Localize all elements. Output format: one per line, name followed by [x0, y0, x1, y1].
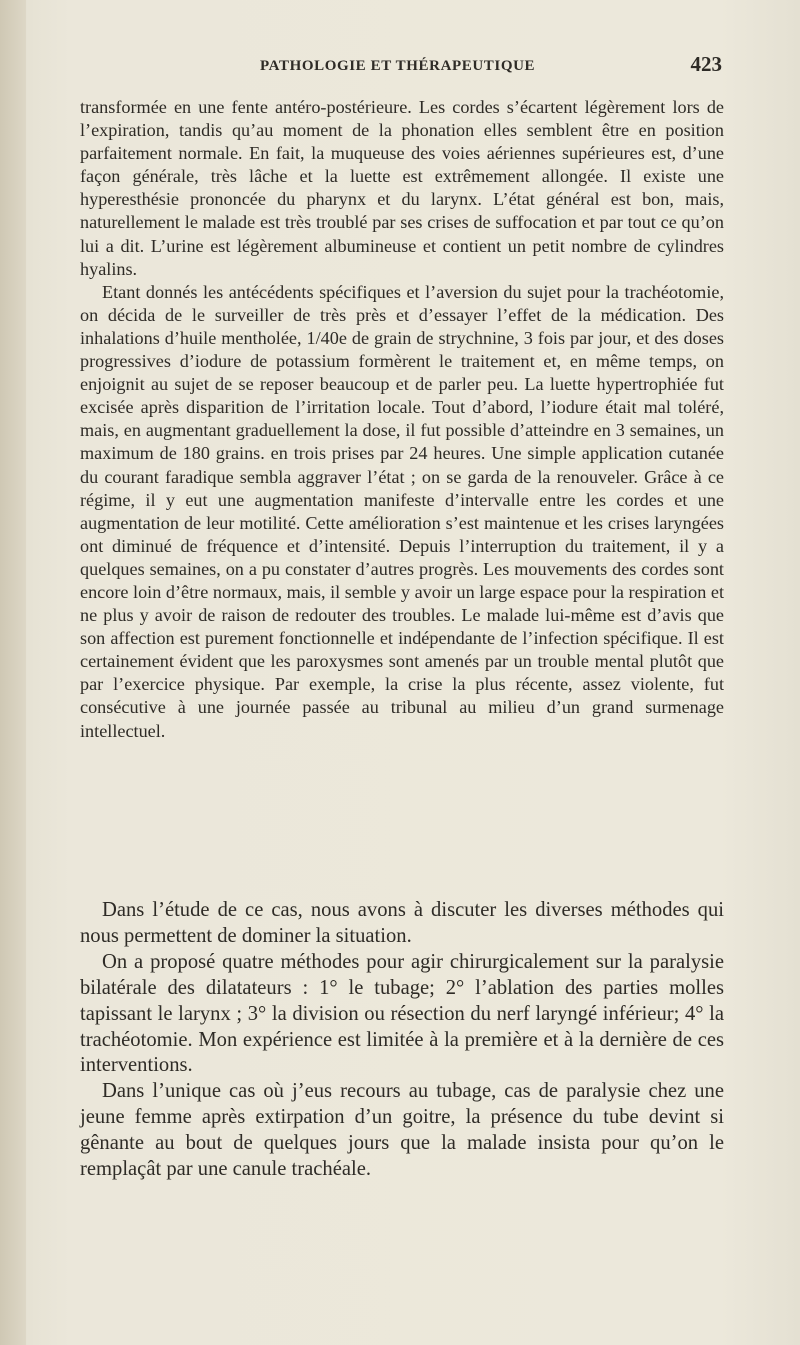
discussion-paragraph-3: Dans l’unique cas où j’eus recours au tubage, cas de paralysie chez une jeune femme après extirpation d’un goitre, la présence du tube devint si gênante au bout de quelques jours que la malade insista pour qu’on le remplaçât par une canule trachéale. — [80, 1080, 724, 1181]
discussion-paragraph-2: On a proposé quatre méthodes pour agir chirurgicalement sur la paralysie bilatérale des dilatateurs : 1° le tubage; 2° l’ablation des parties molles tapissant le larynx ; 3° la division ou résection du nerf laryngé inférieur; 4° la trachéotomie. Mon expérience est limitée à la première et à la dernière de ces interventions. — [80, 950, 724, 1077]
discussion-section — [80, 898, 724, 1183]
case-paragraph-1: transformée en une fente antéro-postérieure. Les cordes s’écartent légèrement lors de l’expiration, tandis qu’au moment de la phonation elles semblent être en position parfaitement normale. En fait, la muqueuse des voies aériennes supérieures est, d’une façon générale, très lâche et la luette est extrêmement allongée. Il existe une hyperesthésie prononcée du pharynx et du larynx. L’état général est bon, mais, naturellement le malade est très troublé par ses crises de suffocation et par tout ce qu’on lui a dit. L’urine est légèrement albumineuse et contient un petit nombre de cylindres hyalins. — [80, 97, 724, 279]
page-header — [80, 52, 724, 82]
case-paragraph-2: Etant donnés les antécédents spécifiques et l’aversion du sujet pour la trachéotomie, on décida de le surveiller de très près et d’essayer l’effet de la médication. Des inhalations d’huile mentholée, 1/40e de grain de strychnine, 3 fois par jour, et des doses progressives d’iodure de potassium formèrent le traitement et, en même temps, on enjoignit au sujet de se reposer beaucoup et de parler peu. La luette hypertrophiée fut excisée après disparition de l’irritation locale. Tout d’abord, l’iodure était mal toléré, mais, en augmentant graduellement la dose, il fut possible d’atteindre en 3 semaines, un maximum de 180 grains. en trois prises par 24 heures. Une simple application cutanée du courant faradique sembla aggraver l’état ; on se garda de la renouveler. Grâce à ce régime, il y eut une augmentation manifeste d’intervalle entre les cordes et une augmentation de leur motilité. Cette amélioration s’est maintenue et les crises laryngées ont diminué de fréquence et d’intensité. Depuis l’interruption du traitement, il y a quelques semaines, on a pu constater d’autres progrès. Les mouvements des cordes sont encore loin d’être normaux, mais, il semble y avoir un large espace pour la respiration et ne plus y avoir de raison de redouter des troubles. Le malade lui-même est d’avis que son affection est purement fonctionnelle et indépendante de l’infection spécifique. Il est certainement évident que les paroxysmes sont amenés par un trouble mental plutôt que par l’exercice physique. Par exemple, la crise la plus récente, assez violente, fut consécutive à une journée passée au tribunal au milieu d’un grand surmenage intellectuel. — [80, 281, 724, 741]
discussion-paragraph-1: Dans l’étude de ce cas, nous avons à discuter les diverses méthodes qui nous permettent de dominer la situation. — [80, 899, 724, 947]
running-title: PATHOLOGIE ET THÉRAPEUTIQUE — [260, 58, 536, 74]
page-number: 423 — [690, 52, 722, 76]
page-gutter-shadow — [0, 0, 26, 1345]
case-report-section — [80, 96, 724, 743]
